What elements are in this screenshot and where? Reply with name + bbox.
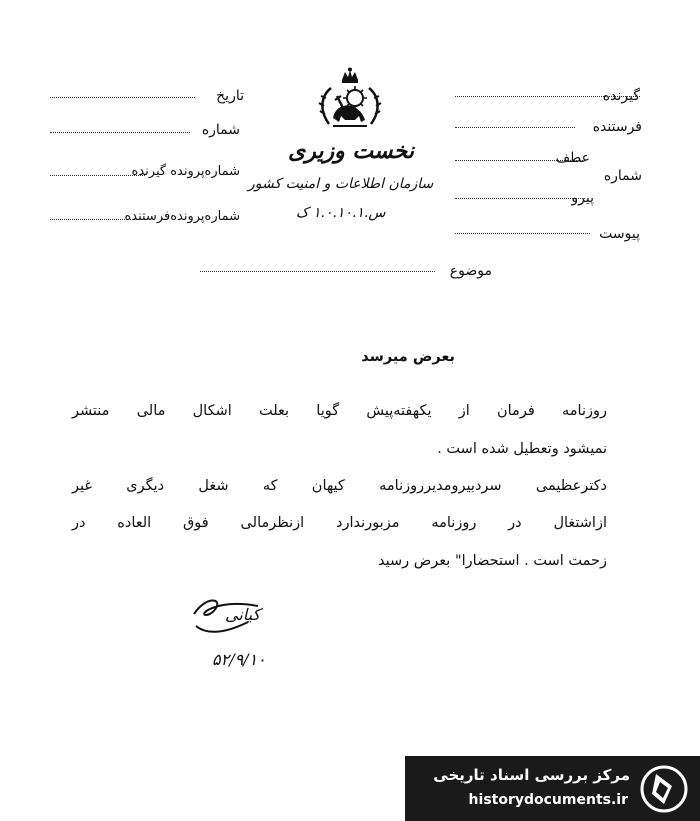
date-dotted-line bbox=[50, 97, 195, 98]
sender-file-dotted-line bbox=[50, 219, 145, 220]
footer-org-name: مرکز بررسی اسناد تاریخی bbox=[433, 766, 630, 784]
number-label-right: شماره bbox=[603, 168, 642, 184]
follow-dotted-line bbox=[455, 198, 585, 199]
body-line-4: ازاشتغال در روزنامه مزبورندارد ازنظرمالی فوق العاده در bbox=[72, 515, 607, 531]
body-line-2: نمیشود وتعطیل شده است . bbox=[437, 441, 607, 457]
subject-dotted-line bbox=[200, 271, 435, 272]
lion-and-sun-emblem-icon bbox=[315, 66, 385, 132]
recipient-dotted-line bbox=[455, 96, 640, 97]
crest-code: س.۱.۰.۱۰.۱ ک bbox=[296, 205, 386, 221]
footer-logo-icon bbox=[638, 764, 690, 814]
sender-file-label: شماره‌پرونده‌فرستنده bbox=[124, 209, 240, 224]
number-dotted-line bbox=[50, 132, 190, 133]
salutation: بعرض میرسد bbox=[361, 349, 455, 365]
attachment-label: پیوست bbox=[599, 226, 640, 242]
attachment-dotted-line bbox=[455, 233, 590, 234]
recipient-file-dotted-line bbox=[50, 175, 145, 176]
body-line-3: دکترعظیمی سردبیرومدیرروزنامه کیهان که شغل دیگری غیر bbox=[72, 478, 607, 494]
subject-label: موضوع bbox=[449, 263, 492, 279]
follow-label: پیرو bbox=[571, 190, 594, 206]
footer-website: historydocuments.ir bbox=[468, 792, 628, 808]
ref-label: عطف bbox=[555, 150, 590, 166]
number-label-left: شماره bbox=[201, 122, 240, 138]
crest-subtitle: سازمان اطلاعات و امنیت کشور bbox=[248, 176, 434, 192]
sender-dotted-line bbox=[455, 127, 575, 128]
date-label: تاریخ bbox=[216, 88, 244, 104]
body-line-5: زحمت است . استحضارا" بعرض رسید bbox=[378, 553, 607, 569]
sender-label: فرستنده bbox=[592, 119, 642, 135]
signature-date: ۵۲/۹/۱۰ bbox=[212, 650, 266, 669]
recipient-file-label: شماره‌پرونده گیرنده bbox=[131, 164, 240, 179]
body-line-1: روزنامه فرمان از یکهفته‌پیش گویا بعلت اشکال مالی منتشر bbox=[72, 403, 607, 419]
signature-name: کیانی bbox=[225, 605, 261, 624]
recipient-label: گیرنده bbox=[602, 88, 640, 104]
footer-bar bbox=[405, 756, 700, 821]
crest-title: نخست وزیری bbox=[288, 138, 414, 164]
ref-dotted-line bbox=[455, 160, 585, 161]
